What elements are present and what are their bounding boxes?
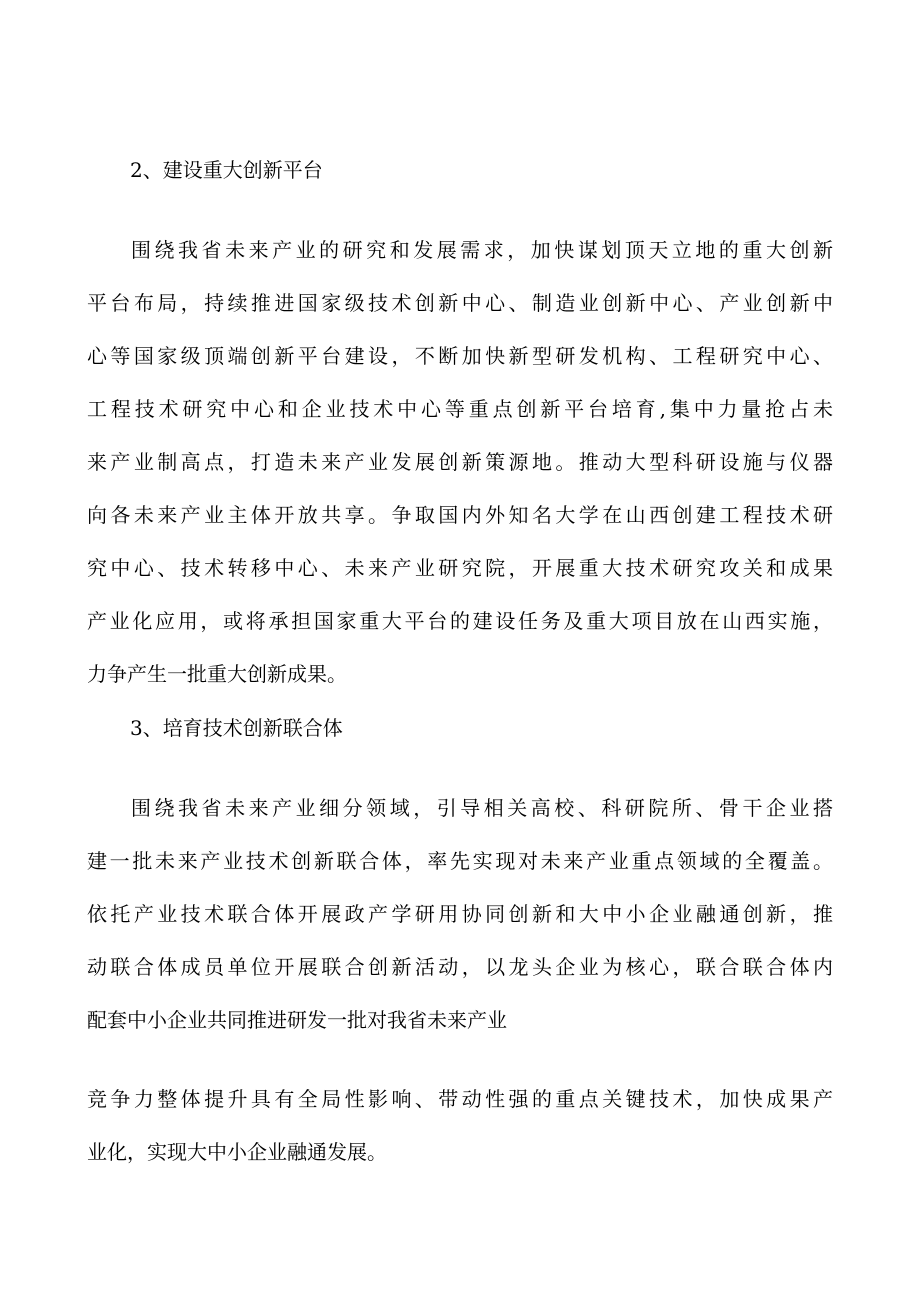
paragraph-line: 心等国家级顶端创新平台建设，不断加快新型研发机构、工程研究中心、 [87,344,833,368]
paragraph-line: 动联合体成员单位开展联合创新活动，以龙头企业为核心，联合联合体内 [87,955,833,979]
paragraph-line: 建一批未来产业技术创新联合体，率先实现对未来产业重点领域的全覆盖。 [87,849,833,873]
paragraph-line: 来产业制高点，打造未来产业发展创新策源地。推动大型科研设施与仪器 [87,450,833,474]
paragraph-line: 配套中小企业共同推进研发一批对我省未来产业 [87,1008,507,1032]
section-heading: 2、建设重大创新平台 [130,158,323,182]
paragraph-line: 力争产生一批重大创新成果。 [87,662,347,686]
paragraph-line: 究中心、技术转移中心、未来产业研究院，开展重大技术研究攻关和成果 [87,556,833,580]
paragraph-line: 依托产业技术联合体开展政产学研用协同创新和大中小企业融通创新，推 [87,902,833,926]
paragraph-line: 竞争力整体提升具有全局性影响、带动性强的重点关键技术，加快成果产 [87,1087,833,1111]
section-heading: 3、培育技术创新联合体 [130,716,343,740]
paragraph-line: 平台布局，持续推进国家级技术创新中心、制造业创新中心、产业创新中 [87,291,833,315]
paragraph-line: 工程技术研究中心和企业技术中心等重点创新平台培育,集中力量抢占未 [87,397,833,421]
paragraph-line: 业化，实现大中小企业融通发展。 [87,1140,387,1164]
paragraph-line: 围绕我省未来产业细分领域，引导相关高校、科研院所、骨干企业搭 [131,796,833,820]
paragraph-line: 围绕我省未来产业的研究和发展需求，加快谋划顶天立地的重大创新 [131,238,833,262]
paragraph-line: 向各未来产业主体开放共享。争取国内外知名大学在山西创建工程技术研 [87,503,833,527]
paragraph-line: 产业化应用，或将承担国家重大平台的建设任务及重大项目放在山西实施， [87,609,833,633]
